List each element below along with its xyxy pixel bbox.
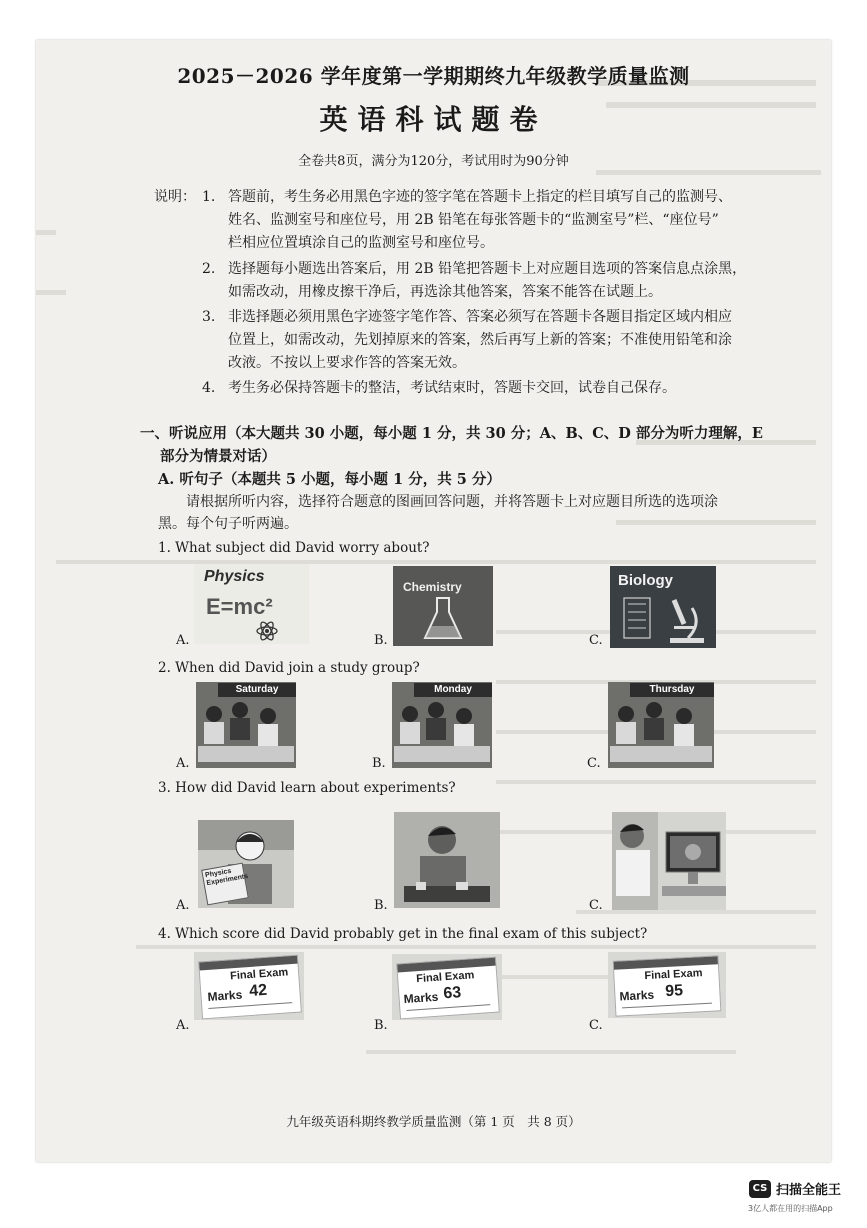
study-group-icon (392, 698, 492, 768)
flask-icon (421, 596, 465, 642)
exam-title-line2: 英语科试题卷 (319, 103, 548, 136)
instruction-1-number: 1. (202, 189, 216, 205)
instruction-3-number: 3. (202, 309, 216, 325)
exam-page (36, 40, 831, 1162)
instructions-label: 说明： (154, 189, 196, 205)
instruction-3-line1: 非选择题必须用黑色字迹签字笔作答、答案必须写在答题卡各题目指定区域内相应 (228, 309, 732, 325)
question-2-stem: 2. When did David join a study group? (158, 660, 420, 676)
instruction-4-line1: 考生务必保持答题卡的整洁，考试结束时，答题卡交回，试卷自己保存。 (228, 380, 676, 396)
q2-c-day-label: Thursday (630, 683, 714, 697)
q4-c-marks-label: Marks (619, 987, 655, 1004)
exam-subtitle: 全卷共8页，满分为120分，考试用时为90分钟 (298, 154, 569, 169)
instruction-3-line3: 改液。不按以上要求作答的答案无效。 (228, 355, 466, 371)
q4-b-marks-value: 63 (442, 984, 462, 1003)
q3-option-c-letter: C. (589, 898, 603, 913)
q3-a-book-title: Physics Experiments (201, 863, 249, 906)
q2-option-c-picture[interactable] (608, 682, 714, 768)
q4-option-b-letter: B. (374, 1018, 388, 1033)
microscope-icon (618, 594, 712, 646)
atom-icon (256, 620, 278, 642)
camscanner-name: 扫描全能王 (776, 1183, 842, 1198)
q4-c-marks-value: 95 (664, 982, 684, 1001)
question-1-stem: 1. What subject did David worry about? (158, 540, 430, 556)
study-group-icon (196, 698, 296, 768)
q2-b-day-label: Monday (414, 683, 492, 697)
page-footer: 九年级英语科期终教学质量监测（第 1 页 共 8 页） (286, 1114, 581, 1129)
q4-option-c-letter: C. (589, 1018, 603, 1033)
instruction-2-number: 2. (202, 261, 216, 277)
exam-title-line1: 2025－2026 学年度第一学期期终九年级教学质量监测 (177, 64, 690, 88)
section1-heading-line2: 部分为情景对话） (160, 448, 276, 465)
q4-b-marks-label: Marks (403, 989, 439, 1007)
q1-option-a-letter: A. (176, 633, 190, 648)
q3-option-a-picture[interactable] (198, 820, 294, 908)
camscanner-tagline: 3亿人都在用的扫描App (748, 1204, 833, 1213)
q3-option-b-letter: B. (374, 898, 388, 913)
exam-paper-icon (396, 957, 500, 1020)
paper-line (406, 1004, 490, 1011)
q2-option-a-letter: A. (176, 756, 190, 771)
q3-option-a-letter: A. (176, 898, 190, 913)
q4-a-marks-label: Marks (207, 987, 243, 1004)
q4-a-paper-title: Final Exam (229, 966, 289, 983)
q1-option-c-picture[interactable] (610, 566, 716, 648)
q4-option-a-picture[interactable] (194, 952, 304, 1020)
q2-a-day-label: Saturday (218, 683, 296, 697)
instruction-3-line2: 位置上，如需改动，先划掉原来的答案，然后再写上新的答案；不准使用铅笔和涂 (228, 332, 732, 348)
q1-option-c-letter: C. (589, 633, 603, 648)
question-3-stem: 3. How did David learn about experiments? (158, 780, 456, 796)
instruction-1-line2: 姓名、监测室号和座位号，用 2B 铅笔在每张答题卡的“监测室号”栏、“座位号” (228, 212, 719, 228)
q1-a-picture-label: Physics (204, 568, 265, 585)
student-experiment-icon (394, 812, 500, 908)
exam-paper-icon (613, 955, 722, 1016)
instruction-1-line1: 答题前，考生务必用黑色字迹的签字笔在答题卡上指定的栏目填写自己的监测号、 (228, 189, 732, 205)
q1-b-picture-label: Chemistry (403, 580, 462, 594)
student-computer-icon (612, 812, 726, 910)
study-group-icon (608, 698, 714, 768)
q2-option-a-picture[interactable] (196, 682, 296, 768)
q3-option-c-picture[interactable] (612, 812, 726, 910)
partA-heading: A. 听句子（本题共 5 小题，每小题 1 分，共 5 分） (158, 471, 501, 488)
camscanner-logo-icon: CS (749, 1180, 771, 1198)
q1-a-formula: E=mc² (206, 594, 273, 619)
q2-option-b-picture[interactable] (392, 682, 492, 768)
question-4-stem: 4. Which score did David probably get in the final exam of this subject? (158, 926, 648, 942)
instruction-1-line3: 栏相应位置填涂自己的监测室号和座位号。 (228, 235, 494, 251)
q4-c-paper-title: Final Exam (644, 967, 703, 983)
q4-a-marks-value: 42 (248, 981, 268, 1001)
instruction-4-number: 4. (202, 380, 216, 396)
section1-heading-line1: 一、听说应用（本大题共 30 小题，每小题 1 分，共 30 分；A、B、C、D 部分为听力理解，E (140, 425, 763, 442)
q1-option-a-picture[interactable] (194, 564, 309, 644)
paper-line (622, 1003, 712, 1009)
q4-b-paper-title: Final Exam (415, 969, 475, 986)
q3-option-b-picture[interactable] (394, 812, 500, 908)
q4-option-c-picture[interactable] (608, 952, 726, 1018)
q4-option-a-letter: A. (176, 1018, 190, 1033)
q1-c-picture-label: Biology (618, 572, 673, 589)
q1-option-b-picture[interactable] (393, 566, 493, 646)
partA-directions-line2: 黑。每个句子听两遍。 (158, 516, 298, 532)
q4-option-b-picture[interactable] (392, 954, 502, 1020)
paper-stripe (614, 956, 718, 969)
q2-option-c-letter: C. (587, 756, 601, 771)
paper-line (208, 1002, 292, 1009)
exam-paper-icon (198, 955, 302, 1020)
instruction-2-line2: 如需改动，用橡皮擦干净后，再选涂其他答案，答案不能答在试题上。 (228, 284, 662, 300)
partA-directions-line1: 请根据所听内容，选择符合题意的图画回答问题，并将答题卡上对应题目所选的选项涂 (186, 494, 718, 510)
q1-option-b-letter: B. (374, 633, 388, 648)
q2-option-b-letter: B. (372, 756, 386, 771)
instruction-2-line1: 选择题每小题选出答案后，用 2B 铅笔把答题卡上对应题目选项的答案信息点涂黑， (228, 261, 747, 277)
